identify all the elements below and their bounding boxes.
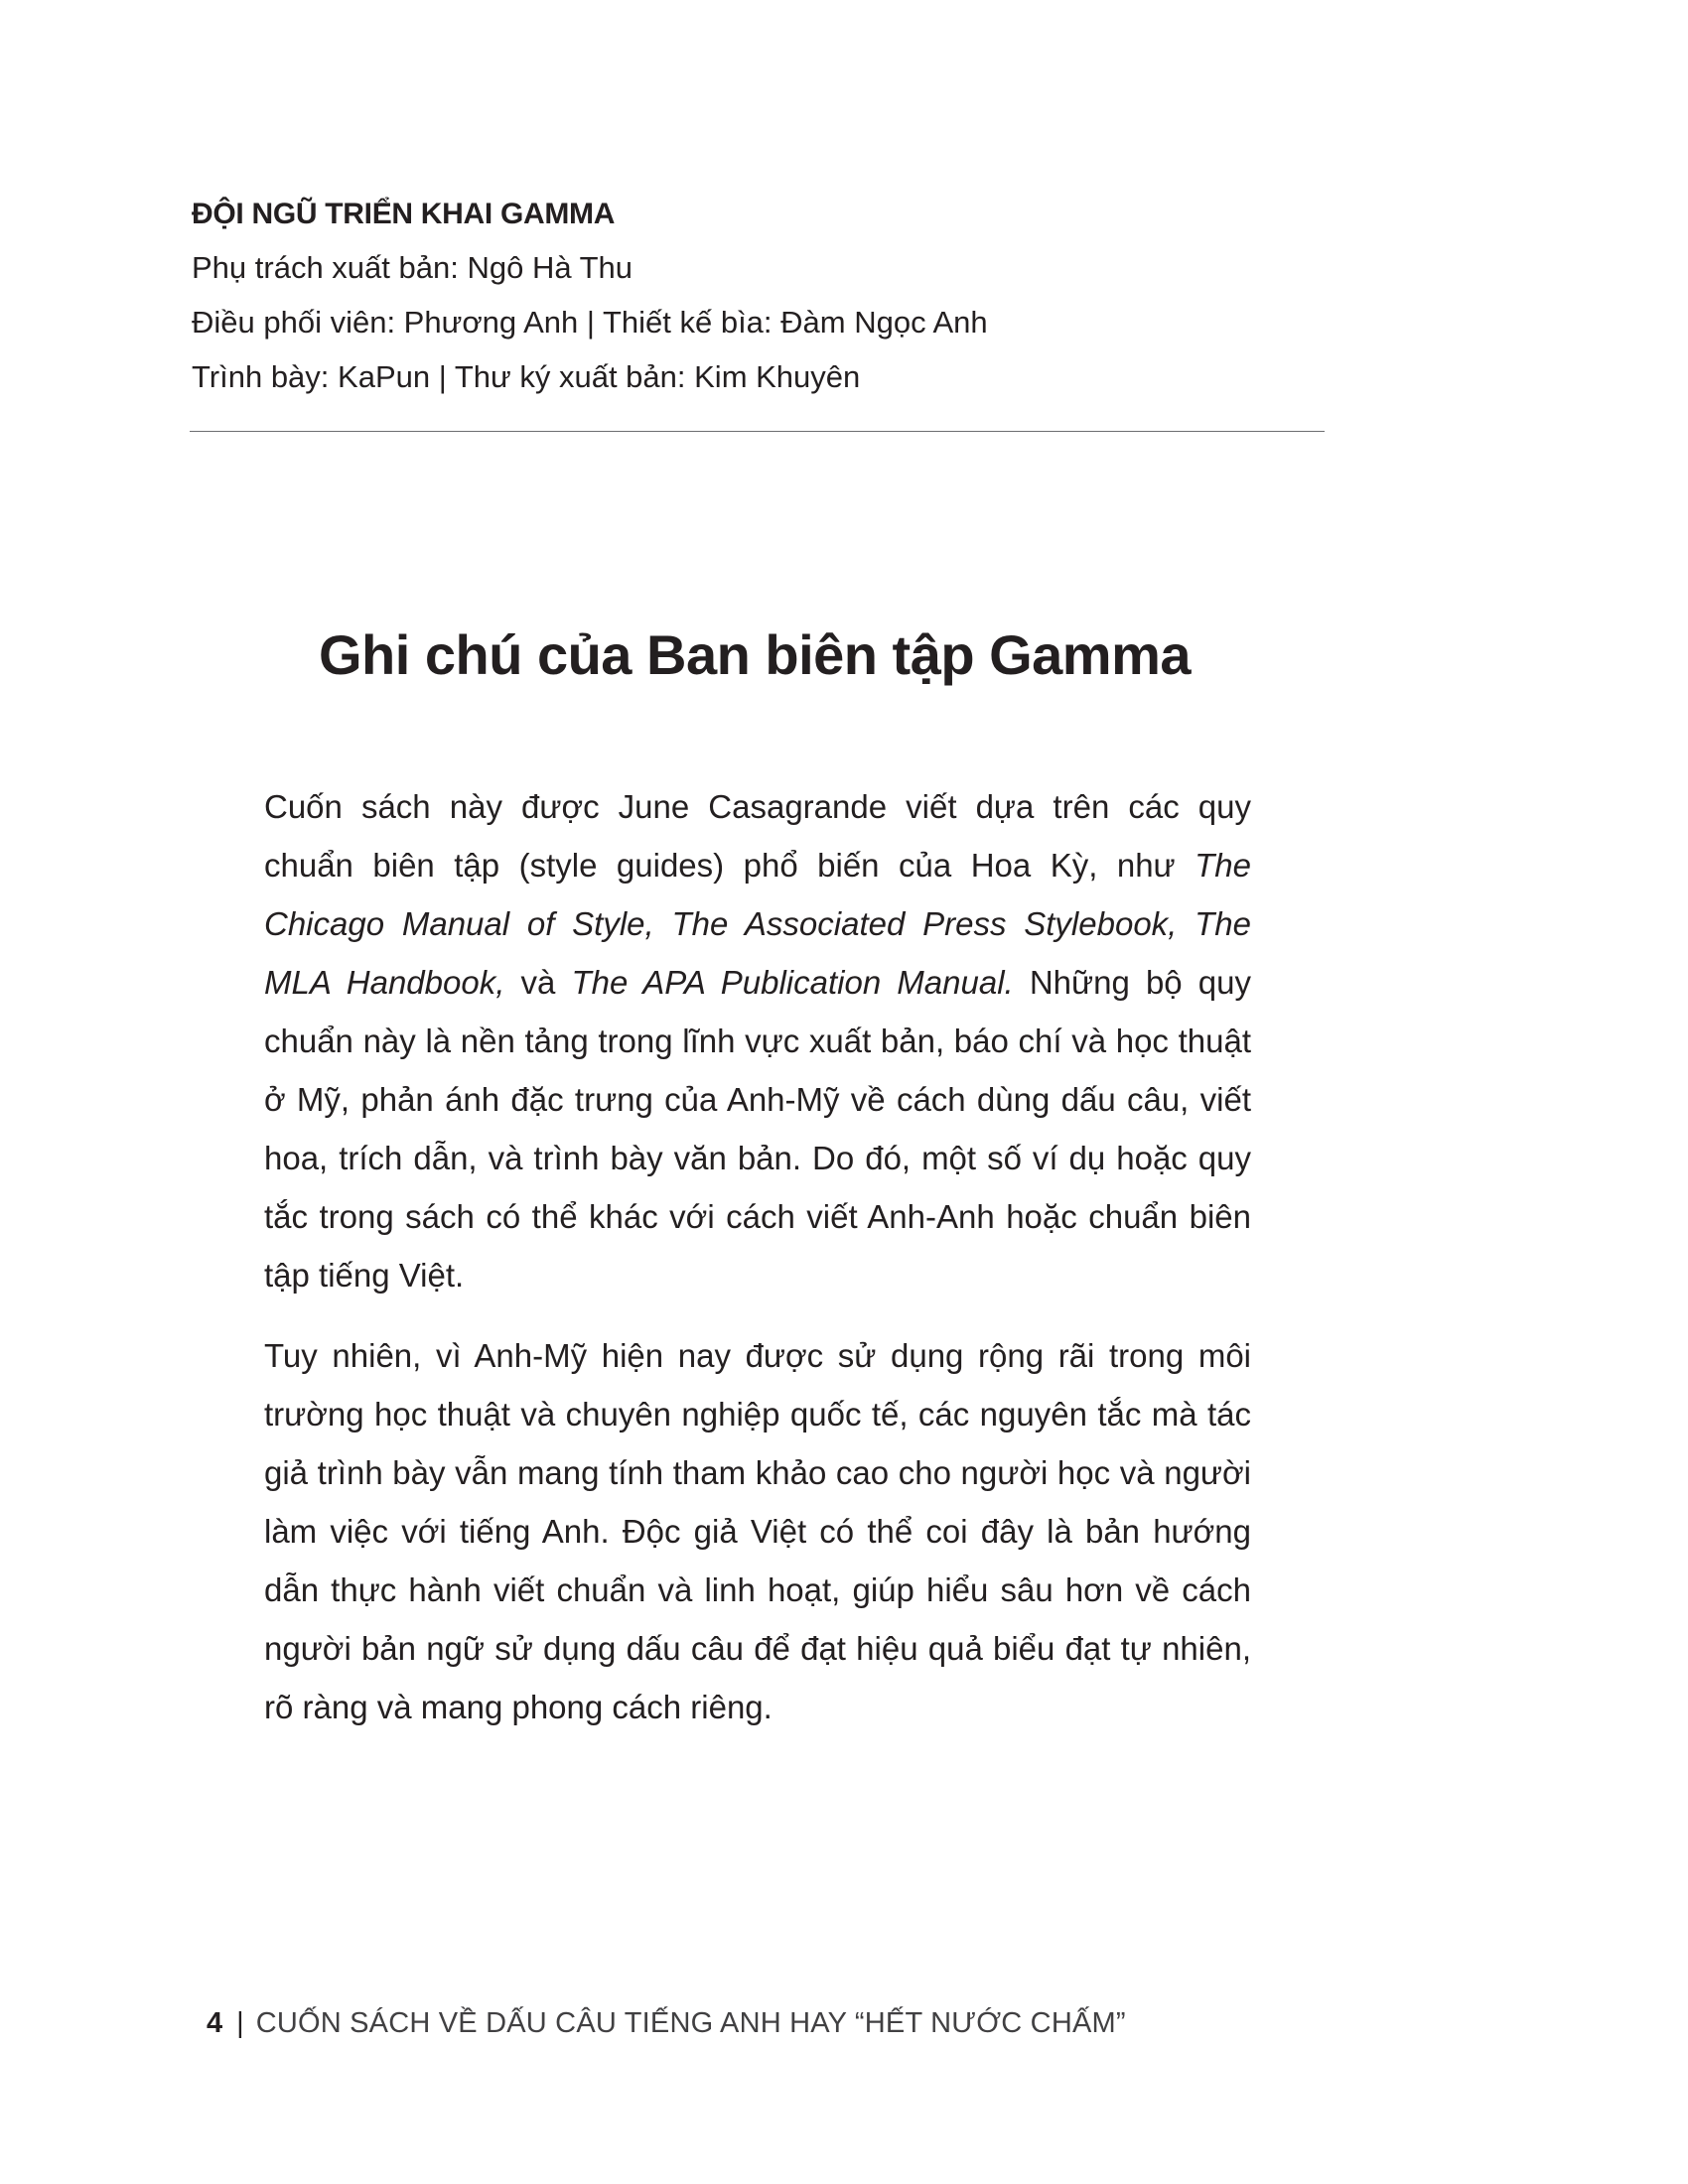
credits-block xyxy=(192,189,1324,404)
footer-separator: | xyxy=(236,2007,244,2039)
note-paragraph-1 xyxy=(264,777,1251,1304)
note-title: Ghi chú của Ban biên tập Gamma xyxy=(318,623,1192,686)
credits-heading: ĐỘI NGŨ TRIỂN KHAI GAMMA xyxy=(192,198,616,230)
note-paragraph-1-apa-manual: The APA Publication Manual. xyxy=(571,964,1014,1001)
page-number: 4 xyxy=(207,2007,223,2039)
note-paragraph-1-text-b: và xyxy=(504,964,572,1001)
note-paragraph-2: Tuy nhiên, vì Anh-Mỹ hiện nay được sử dụng rộng rãi trong môi trường học thuật và chuyên nghiệp quốc tế, các nguyên tắc mà tác giả trình bày vẫn mang tính tham khảo cao cho người học và người làm việc với tiếng Anh. Độc giả Việt có thể coi đây là bản hướng dẫn thực hành viết chuẩn và linh hoạt, giúp hiểu sâu hơn về cách người bản ngữ sử dụng dấu câu để đạt hiệu quả biểu đạt tự nhiên, rõ ràng và mang phong cách riêng. xyxy=(264,1337,1251,1725)
running-title: CUỐN SÁCH VỀ DẤU CÂU TIẾNG ANH HAY “HẾT NƯỚC CHẤM” xyxy=(255,2007,1126,2039)
note-body xyxy=(264,777,1251,1758)
note-paragraph-1-text-a: Cuốn sách này được June Casagrande viết dựa trên các quy chuẩn biên tập (style guides) phổ biến của Hoa Kỳ, như xyxy=(264,788,1251,884)
credits-line-coordinator-cover: Điều phối viên: Phương Anh | Thiết kế bìa: Đàm Ngọc Anh xyxy=(192,305,988,340)
section-divider xyxy=(190,431,1325,432)
note-paragraph-1-style-guides: The Chicago Manual of Style, The Associated Press Stylebook, The MLA Handbook, xyxy=(264,847,1251,1001)
page-footer xyxy=(207,2003,1126,2043)
credits-line-layout-secretary: Trình bày: KaPun | Thư ký xuất bản: Kim Khuyên xyxy=(192,359,861,394)
credits-line-publishing-lead: Phụ trách xuất bản: Ngô Hà Thu xyxy=(192,250,633,285)
note-paragraph-1-text-c: Những bộ quy chuẩn này là nền tảng trong lĩnh vực xuất bản, báo chí và học thuật ở Mỹ, phản ánh đặc trưng của Anh-Mỹ về cách dùng dấu câu, viết hoa, trích dẫn, và trình bày văn bản. Do đó, một số ví dụ hoặc quy tắc trong sách có thể khác với cách viết Anh-Anh hoặc chuẩn biên tập tiếng Việt. xyxy=(264,964,1251,1294)
